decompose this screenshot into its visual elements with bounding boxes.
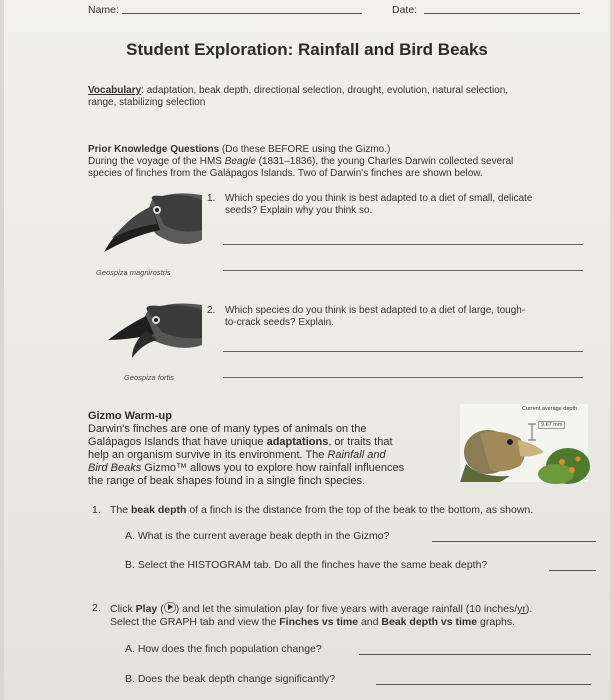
inset-value: 9.67 mm [538, 421, 565, 429]
q2a-text: A. How does the finch population change? [125, 643, 322, 655]
question-number: 2. [207, 305, 216, 316]
ship-name: Beagle [224, 156, 256, 167]
warmup-text-3: help an organism survive in its environment. The [88, 449, 328, 461]
beak-depth-vs-time-term: Beak depth vs time [381, 616, 478, 628]
bird1-caption: Geospiza magnirostris [96, 268, 171, 277]
q1-text-b: of a finch is the distance from the top of the beak to the bottom, as shown. [186, 504, 534, 516]
q2b-answer-field[interactable] [376, 684, 591, 685]
warmup-text-2b: , or traits that [328, 436, 393, 448]
prior-text-1b: (1831–1836), the young Charles Darwin collected several [255, 156, 514, 167]
finch-fortis-image [102, 300, 202, 365]
inset-label: Current average depth [522, 406, 578, 412]
q2-text-line2 [110, 616, 515, 628]
q2-text-c: ) and let the simulation play for five years with average rainfall (10 inches/ [175, 603, 518, 615]
prior-knowledge-heading: Prior Knowledge Questions [88, 144, 220, 155]
q2-text-yr: yr [517, 603, 526, 615]
gizmo-finch-image [460, 404, 588, 482]
q1-text-a: The [110, 504, 132, 516]
q1a-answer-field[interactable] [432, 541, 596, 542]
q1-text [110, 504, 533, 516]
question-text: Which species do you think is best adapted to a diet of large, tough- [225, 305, 526, 316]
answer-line-1b[interactable] [223, 270, 583, 271]
warmup-heading: Gizmo Warm-up [88, 410, 172, 422]
play-icon [164, 602, 176, 613]
page-title: Student Exploration: Rainfall and Bird Beaks [126, 40, 488, 59]
prior-text-1a: During the voyage of the HMS [88, 156, 225, 167]
adaptations-term: adaptations [266, 436, 329, 448]
question-text-2: seeds? Explain why you think so. [225, 205, 373, 216]
q2-text-line1 [110, 602, 532, 615]
question-text-2: to-crack seeds? Explain. [225, 317, 334, 328]
worksheet-page [4, 0, 610, 700]
warmup-text-1: Darwin's finches are one of many types of animals on the [88, 423, 367, 435]
bird2-caption: Geospiza fortis [124, 373, 175, 382]
q1-number: 1. [92, 504, 101, 516]
date-field[interactable] [424, 13, 580, 14]
answer-line-1a[interactable] [223, 244, 583, 245]
prior-knowledge-block [88, 144, 598, 180]
vocabulary-text: : adaptation, beak depth, directional selection, drought, evolution, natural selection, [141, 85, 509, 96]
vocabulary-label: Vocabulary [88, 85, 142, 96]
q2-text-d: ). [525, 603, 533, 615]
answer-line-2a[interactable] [223, 351, 583, 352]
q2b-text: B. Does the beak depth change significantly? [125, 673, 336, 685]
date-label: Date: [392, 4, 418, 16]
name-field[interactable] [122, 13, 362, 14]
play-term: Play [135, 603, 158, 615]
warmup-text-4: Gizmo™ allows you to explore how rainfall influences [141, 462, 405, 474]
name-label: Name: [88, 4, 119, 16]
gizmo-name-2: Bird Beaks [88, 462, 142, 474]
answer-line-2b[interactable] [223, 377, 583, 378]
warmup-block [88, 410, 468, 488]
q2-text-end: graphs. [477, 616, 516, 628]
vocabulary-text-2: range, stabilizing selection [88, 97, 206, 108]
vocabulary-block [88, 85, 588, 109]
q1b-text: B. Select the HISTOGRAM tab. Do all the finches have the same beak depth? [125, 559, 488, 571]
q2-text-a: Click [110, 603, 136, 615]
beak-depth-term: beak depth [131, 504, 187, 516]
gizmo-name-1: Rainfall and [327, 449, 386, 461]
warmup-text-5: the range of beak shapes found in a single finch species. [88, 475, 366, 487]
q2-text-b: ( [157, 603, 164, 615]
q1b-answer-field[interactable] [549, 570, 596, 571]
finches-vs-time-term: Finches vs time [279, 616, 359, 628]
prior-knowledge-note: (Do these BEFORE using the Gizmo.) [219, 144, 391, 155]
q2-text-2a: Select the GRAPH tab and view the [110, 616, 280, 628]
q1a-text: A. What is the current average beak depth in the Gizmo? [125, 530, 390, 542]
question-number: 1. [207, 193, 216, 204]
question-text: Which species do you think is best adapted to a diet of small, delicate [225, 193, 533, 204]
q2a-answer-field[interactable] [359, 654, 591, 655]
finch-magnirostris-image [102, 190, 202, 260]
prior-text-2: species of finches from the Galápagos Islands. Two of Darwin's finches are shown below. [88, 168, 483, 179]
q2-number: 2. [92, 602, 101, 614]
q2-text-and: and [358, 616, 382, 628]
warmup-text-2a: Galápagos Islands that have unique [88, 436, 267, 448]
